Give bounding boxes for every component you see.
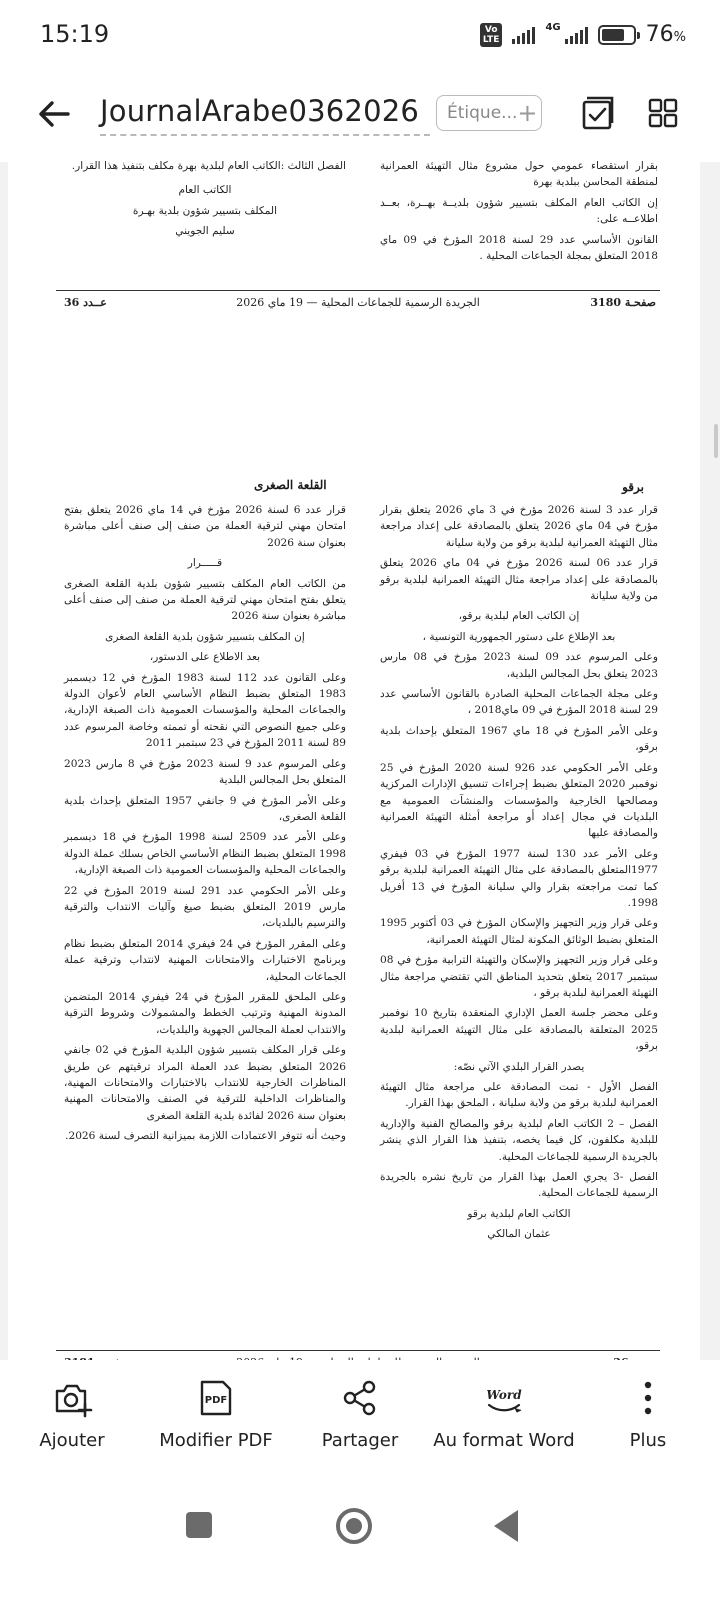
page2-left-column [64, 502, 346, 1149]
status-time: 15:19 [40, 20, 110, 48]
add-button[interactable] [0, 1360, 144, 1490]
document-viewer[interactable] [0, 162, 720, 1360]
paragraph: الفصل الأول - تمت المصادقة على مراجعة مثال التهيئة العمرانية لبلدية برقو من ولاية سليانة ، الملحق بهذا القرار. [380, 1081, 658, 1110]
share-icon [340, 1378, 380, 1418]
paragraph: وعلى الأمر عدد 130 لسنة 1977 المؤرخ في 03 فيفري 1977المتعلق بالمصادقة على مثال التهيئة العمرانية لبلدية برقو كما تمت مراجعته بقرار والي سليانة المؤرخ في 13 أفريل 1998. [380, 847, 658, 909]
paragraph: قرار عدد 3 لسنة 2026 مؤرخ في 3 ماي 2026 يتعلق بقرار مؤرخ في 04 ماي 2026 يتعلق بالمصادقة على إعداد مراجعة مثال التهيئة العمرانية لبلدية برقو من ولاية سليانة [380, 504, 658, 549]
paragraph: بقرار استقصاء عمومي حول مشروع مثال التهيئة العمرانية لمنطقة المحاسن ببلدية بهرة [380, 160, 658, 189]
issue-number: عــدد 36 [64, 296, 107, 309]
section-title-kalaa-sghira: القلعة الصغرى [254, 478, 327, 492]
add-tag-icon: + [517, 99, 538, 127]
grid-view-icon[interactable] [648, 98, 678, 128]
journal-name: الجريدة الرسمية للجماعات المحلية — 19 ماي 2026 [236, 296, 480, 309]
paragraph: الفصل الثالث :الكاتب العام لبلدية بهرة مكلف بتنفيذ هذا القرار. [71, 160, 346, 172]
paragraph: إن المكلف بتسيير شؤون بلدية القلعة الصغرى [105, 630, 305, 643]
page2-right-column [380, 502, 658, 1247]
paragraph: قرار عدد 6 لسنة 2026 مؤرخ في 14 ماي 2026 يتعلق بفتح امتحان مهني لترقية العملة من صنف إلى صنف أعلى مباشرة بعنوان سنة 2026 [64, 504, 346, 549]
paragraph: وعلى الأمر الحكومي عدد 926 لسنة 2020 المؤرخ في 25 نوفمبر 2020 المتعلق بضبط إجراءات تنسيق الإدارات المركزية ومصالحها الخارجية والمؤسسات والمنشآت العمومية مع البلديات في مجال إعداد أو مراجعة أمثلة التهيئة العمرانية والمصادقة عليها [380, 761, 658, 840]
paragraph: وعلى مجلة الجماعات المحلية الصادرة بالقانون الأساسي عدد 29 لسنة 2018 المؤرخ في 09 ماي2018 ، [380, 688, 658, 717]
edit-pdf-button[interactable] [144, 1360, 288, 1490]
paragraph: وعلى محضر جلسة العمل الإداري المنعقدة بتاريخ 10 نوفمبر 2025 المتعلقة بالمصادقة على مثال التهيئة العمرانية لبلدية برقو، [380, 1007, 658, 1053]
signature-title: الكاتب العام [178, 184, 232, 197]
page-footer [56, 296, 660, 316]
paragraph: بعد الاطلاع على الدستور، [149, 651, 261, 664]
bottom-toolbar [0, 1360, 720, 1490]
paragraph: وعلى المقرر المؤرخ في 24 فيفري 2014 المتعلق بضبط نظام وبرنامج الاختبارات والامتحانات المهنية لانتداب وترقية عملة الجماعات المحلية، [64, 937, 346, 983]
footer-divider [56, 290, 660, 291]
tool-label: Au format Word [433, 1430, 575, 1451]
more-button[interactable] [576, 1360, 720, 1490]
home-icon[interactable] [336, 1508, 372, 1544]
paragraph: وعلى المرسوم عدد 9 لسنة 2023 مؤرخ في 8 مارس 2023 المتعلق بحل المجالس البلدية [64, 757, 346, 787]
tool-label: Partager [321, 1430, 399, 1451]
tool-label: Modifier PDF [159, 1430, 273, 1451]
svg-text:Word: Word [486, 1388, 522, 1402]
paragraph: وعلى الأمر المؤرخ في 18 ماي 1967 المتعلق بإحداث بلدية برقو، [380, 724, 658, 754]
word-format-button[interactable] [432, 1360, 576, 1490]
paragraph: يصدر القرار البلدي الآتي نصّه: [453, 1060, 585, 1073]
battery-icon [598, 25, 636, 45]
pdf-icon [196, 1378, 236, 1418]
paragraph: بعد الإطلاع على دستور الجمهورية التونسية ، [422, 630, 616, 643]
signal-icon [512, 26, 535, 44]
app-header [0, 72, 720, 162]
recents-icon[interactable] [186, 1512, 212, 1538]
nav-back-icon[interactable] [494, 1510, 518, 1542]
page1-left-column [64, 158, 346, 244]
svg-text:PDF: PDF [204, 1395, 228, 1406]
tag-placeholder: Étique... [447, 103, 518, 123]
document-title[interactable]: JournalArabe0362026 [100, 94, 430, 136]
system-nav-bar [0, 1490, 720, 1600]
battery-percent: 76% [645, 22, 686, 47]
back-arrow-icon[interactable] [34, 94, 74, 134]
signature-name: عثمان المالكي [487, 1228, 551, 1241]
select-check-icon[interactable] [582, 96, 614, 130]
paragraph: وعلى القانون عدد 112 لسنة 1983 المؤرخ في 12 ديسمبر 1983 المتعلق بضبط النظام الأساسي العام لأعوان الدولة والجماعات المحلية والمؤسسات العمومية ذات الصبغة الإدارية، وعلى جميع النصوص التي نقحته أو تممته وخاصة المرسوم عدد 89 لسنة 2011 المؤرخ في 23 سبتمبر 2011 [64, 671, 347, 750]
tool-label: Plus [629, 1430, 667, 1451]
paragraph: وعلى الأمر عدد 2509 لسنة 1998 المؤرخ في 18 ديسمبر 1998 المتعلق بضبط النظام الأساسي الخاص بسلك عملة الدولة والجماعات المحلية والمؤسسات العمومية ذات الصبغة الإدارية، [64, 831, 346, 877]
paragraph: وعلى المرسوم عدد 09 لسنة 2023 مؤرخ في 08 مارس 2023 يتعلق بحل المجالس البلدية، [380, 651, 658, 680]
paragraph: من الكاتب العام المكلف بتسيير شؤون بلدية القلعة الصغرى يتعلق بفتح امتحان مهني لترقية العملة من صنف إلى صنف أعلى مباشرة بعنوان سنة 2026 [64, 577, 346, 623]
volte-icon: Vo LTE [480, 23, 503, 47]
paragraph: الفصل -3 يجري العمل بهذا القرار من تاريخ نشره بالجريدة الرسمية للجماعات المحلية. [380, 1171, 658, 1200]
paragraph: وعلى قرار وزير التجهيز والإسكان المؤرخ في 03 أكتوبر 1995 المتعلق بضبط الوثائق المكونة لمثال التهيئة العمرانية، [380, 917, 658, 946]
paragraph: القانون الأساسي عدد 29 لسنة 2018 المؤرخ في 09 ماي 2018 المتعلق بمجلة الجماعات المحلية . [380, 233, 658, 263]
paragraph: وحيث أنه تتوفر الاعتمادات اللازمة بميزانية التصرف لسنة 2026. [65, 1130, 346, 1143]
signature-role: المكلف بتسيير شؤون بلدية بهـرة [132, 204, 278, 217]
signal-icon-2 [565, 26, 588, 44]
page-number: صفحـة 3180 [590, 296, 656, 309]
word-icon [484, 1378, 524, 1418]
paragraph: إن الكاتب العام المكلف بتسيير شؤون بلديــة بهــرة، بعــد اطلاعــه على: [380, 196, 658, 226]
status-icons [480, 22, 686, 47]
footer-divider [56, 1350, 660, 1351]
tool-label: Ajouter [39, 1430, 105, 1451]
share-button[interactable] [288, 1360, 432, 1490]
network-type: 4G [545, 21, 561, 33]
paragraph: الفصل – 2 الكاتب العام لبلدية برقو والمصالح الفنية والإدارية للبلدية مكلفون، كل فيما يخصه، بتنفيذ هذا القرار الذي ينشر بالجريدة الرسمية للجماعات المحلية. [380, 1117, 658, 1163]
paragraph: وعلى الأمر المؤرخ في 9 جانفي 1957 المتعلق بإحداث بلدية القلعة الصغرى، [64, 794, 346, 823]
scrollbar-thumb[interactable] [714, 424, 718, 458]
paragraph: إن الكاتب العام لبلدية برقو، [458, 610, 580, 623]
paragraph: وعلى قرار المكلف بتسيير شؤون البلدية المؤرخ في 02 جانفي 2026 المتعلق بضبط عدد العملة المراد ترقيتهم عن طريق المناظرات الخارجية للانتداب بالاختبارات والامتحانات المهنية، والمناظرات الداخلية للترقية في الصنف والامتحانات المهنية بعنوان سنة 2026 لفائدة بلدية القلعة الصغرى [64, 1044, 347, 1122]
tag-chip[interactable] [436, 95, 542, 131]
more-vertical-icon [628, 1378, 668, 1418]
signature-name: سليم الجويني [175, 225, 235, 238]
paragraph: وعلى قرار وزير التجهيز والإسكان والتهيئة الترابية مؤرخ في 08 سبتمبر 2017 يتعلق بتحديد المناطق التي تقتضي مراجعة مثال التهيئة العمرانية لبلدية برقو ، [380, 954, 658, 999]
add-photo-icon [52, 1378, 92, 1418]
pdf-page-3181 [8, 390, 700, 1390]
paragraph: وعلى الملحق للمقرر المؤرخ في 24 فيفري 2014 المتضمن المدونة المهنية وترتيب الخطط والمشمولات وشروط الترقية والانتداب لعملة المجالس الجهوية والبلديات، [64, 990, 346, 1036]
section-title-borgou: برقو [622, 480, 644, 494]
page1-right-column [380, 158, 658, 268]
paragraph: وعلى الأمر الحكومي عدد 291 لسنة 2019 المؤرخ في 22 مارس 2019 المتعلق بضبط صيغ وآليات الانتداب والترقية والترسيم بالبلديات، [64, 884, 346, 930]
paragraph: قـــــرار [187, 557, 223, 570]
paragraph: قرار عدد 06 لسنة 2026 مؤرخ في 04 ماي 2026 يتعلق بالمصادقة على إعداد مراجعة مثال التهيئة العمرانية لبلدية برقو من ولاية سليانة [380, 557, 658, 603]
signature-title: الكاتب العام لبلدية برقو [467, 1207, 571, 1220]
status-bar [0, 0, 720, 72]
